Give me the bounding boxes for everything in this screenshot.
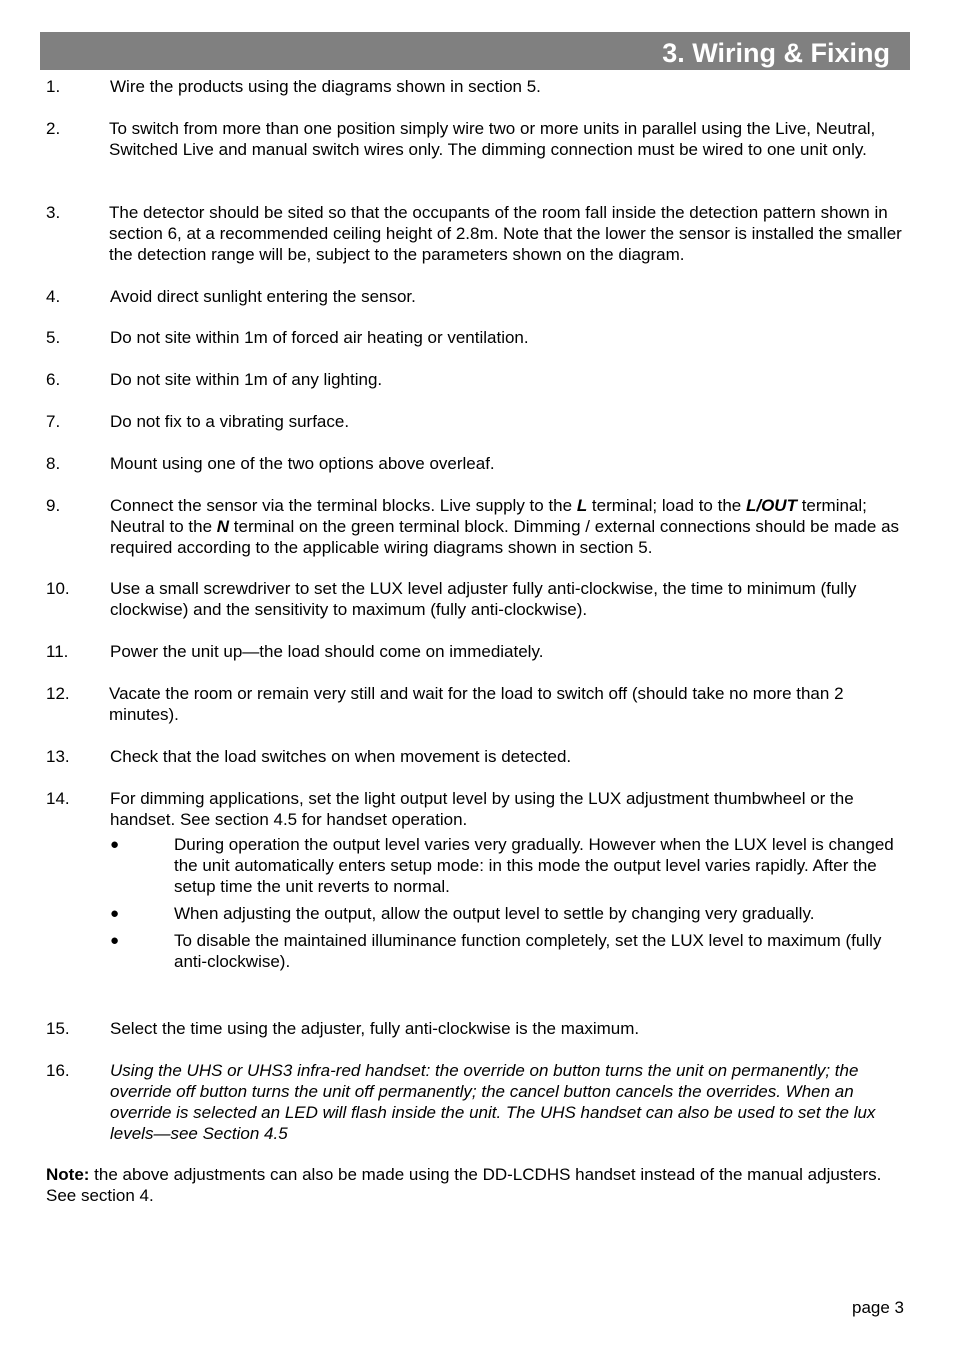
item-number: 15. bbox=[46, 1019, 70, 1038]
bullet-icon: ● bbox=[110, 836, 120, 853]
text-run: Connect the sensor via the terminal blocks. Live supply to the bbox=[110, 496, 577, 515]
item-text: For dimming applications, set the light output level by using the LUX adjustment thumbwheel or the handset. See section 4.5 for handset operation. bbox=[110, 789, 854, 829]
note-text: the above adjustments can also be made using the DD-LCDHS handset instead of the manual adjusters. See section 4. bbox=[46, 1165, 882, 1205]
neutral-terminal-label: N bbox=[216, 517, 230, 536]
bullet-icon: ● bbox=[110, 932, 120, 949]
text-run: terminal on the green terminal block. Dimming / external connections should be made as required according to the applicable wiring diagrams shown in section 5. bbox=[110, 517, 900, 557]
item-number: 13. bbox=[46, 747, 70, 766]
item-number: 4. bbox=[46, 287, 61, 306]
item-text: Using the UHS or UHS3 infra-red handset: the override on button turns the unit on permanently; the override off button turns the unit off permanently; the cancel button cancels the overrides. When an override is selected an LED will flash inside the unit. The UHS handset can also be used to set the lux levels—see Section 4.5 bbox=[110, 1061, 876, 1143]
page-number: page 3 bbox=[852, 1298, 904, 1317]
bullet-text: During operation the output level varies very gradually. However when the LUX level is changed the unit automatically enters setup mode: in this mode the output level varies rapidly. After the setup time the unit reverts to normal. bbox=[174, 835, 894, 896]
list-item-4 bbox=[46, 286, 906, 307]
text-run: terminal; load to the bbox=[587, 496, 746, 515]
item-text: Select the time using the adjuster, fully anti-clockwise is the maximum. bbox=[110, 1019, 640, 1038]
list-item-13 bbox=[46, 746, 906, 767]
item-text: Check that the load switches on when movement is detected. bbox=[110, 747, 572, 766]
item-text: Use a small screwdriver to set the LUX level adjuster fully anti-clockwise, the time to minimum (fully clockwise) and the sensitivity to maximum (fully anti-clockwise). bbox=[110, 579, 857, 619]
bullet-item bbox=[46, 834, 906, 897]
list-item-11 bbox=[46, 641, 906, 662]
item-number: 2. bbox=[46, 119, 61, 138]
item-text: Mount using one of the two options above overleaf. bbox=[110, 454, 495, 473]
item-text bbox=[110, 495, 906, 558]
list-item-16 bbox=[46, 1060, 906, 1144]
item-text: Do not fix to a vibrating surface. bbox=[110, 412, 350, 431]
item-number: 11. bbox=[46, 642, 69, 661]
load-terminal-label: L/OUT bbox=[745, 496, 797, 515]
list-item-8 bbox=[46, 453, 906, 474]
list-item-9 bbox=[46, 495, 906, 558]
item-text: Avoid direct sunlight entering the sensor. bbox=[110, 287, 416, 306]
section-title: 3. Wiring & Fixing bbox=[662, 38, 890, 68]
item-text: The detector should be sited so that the occupants of the room fall inside the detection pattern shown in section 6, at a recommended ceiling height of 2.8m. Note that the lower the sensor is installed the smaller the detection range will be, subject to the parameters shown on the diagram. bbox=[109, 203, 902, 264]
item-number: 9. bbox=[46, 496, 61, 515]
item-number: 7. bbox=[46, 412, 61, 431]
text-run: terminal; Neutral to the bbox=[110, 496, 867, 536]
item-number: 6. bbox=[46, 370, 61, 389]
item-text: To switch from more than one position simply wire two or more units in parallel using the Live, Neutral, Switched Live and manual switch wires only. The dimming connection must be wired to one unit only. bbox=[109, 119, 876, 159]
sub-bullet-list bbox=[46, 834, 906, 972]
item-text: Wire the products using the diagrams shown in section 5. bbox=[110, 77, 541, 96]
note-label: Note: bbox=[46, 1165, 90, 1184]
list-item-2 bbox=[46, 118, 906, 160]
bullet-item bbox=[46, 903, 906, 924]
item-number: 14. bbox=[46, 789, 70, 808]
item-text: Do not site within 1m of forced air heating or ventilation. bbox=[110, 328, 529, 347]
item-number: 3. bbox=[46, 203, 61, 222]
item-number: 10. bbox=[46, 579, 70, 598]
list-item-7 bbox=[46, 411, 906, 432]
item-number: 16. bbox=[46, 1061, 70, 1080]
live-terminal-label: L bbox=[576, 496, 588, 515]
list-item-6 bbox=[46, 369, 906, 390]
list-item-10 bbox=[46, 578, 906, 620]
bullet-text: When adjusting the output, allow the output level to settle by changing very gradually. bbox=[174, 904, 815, 923]
list-item-1 bbox=[46, 76, 906, 97]
bullet-icon: ● bbox=[110, 905, 120, 922]
bullet-item bbox=[46, 930, 906, 972]
item-number: 5. bbox=[46, 328, 61, 347]
item-number: 8. bbox=[46, 454, 61, 473]
list-item-15 bbox=[46, 1018, 906, 1039]
item-number: 12. bbox=[46, 684, 70, 703]
list-item-12 bbox=[46, 683, 906, 725]
section-header bbox=[40, 32, 910, 70]
list-item-3 bbox=[46, 202, 906, 265]
bullet-text: To disable the maintained illuminance function completely, set the LUX level to maximum (fully anti-clockwise). bbox=[174, 931, 882, 971]
list-item-14 bbox=[46, 788, 906, 978]
item-number: 1. bbox=[46, 77, 61, 96]
item-text: Do not site within 1m of any lighting. bbox=[110, 370, 383, 389]
list-item-5 bbox=[46, 327, 906, 348]
note-paragraph bbox=[46, 1164, 906, 1206]
item-text: Power the unit up—the load should come on immediately. bbox=[110, 642, 544, 661]
item-text: Vacate the room or remain very still and wait for the load to switch off (should take no more than 2 minutes). bbox=[109, 684, 844, 724]
